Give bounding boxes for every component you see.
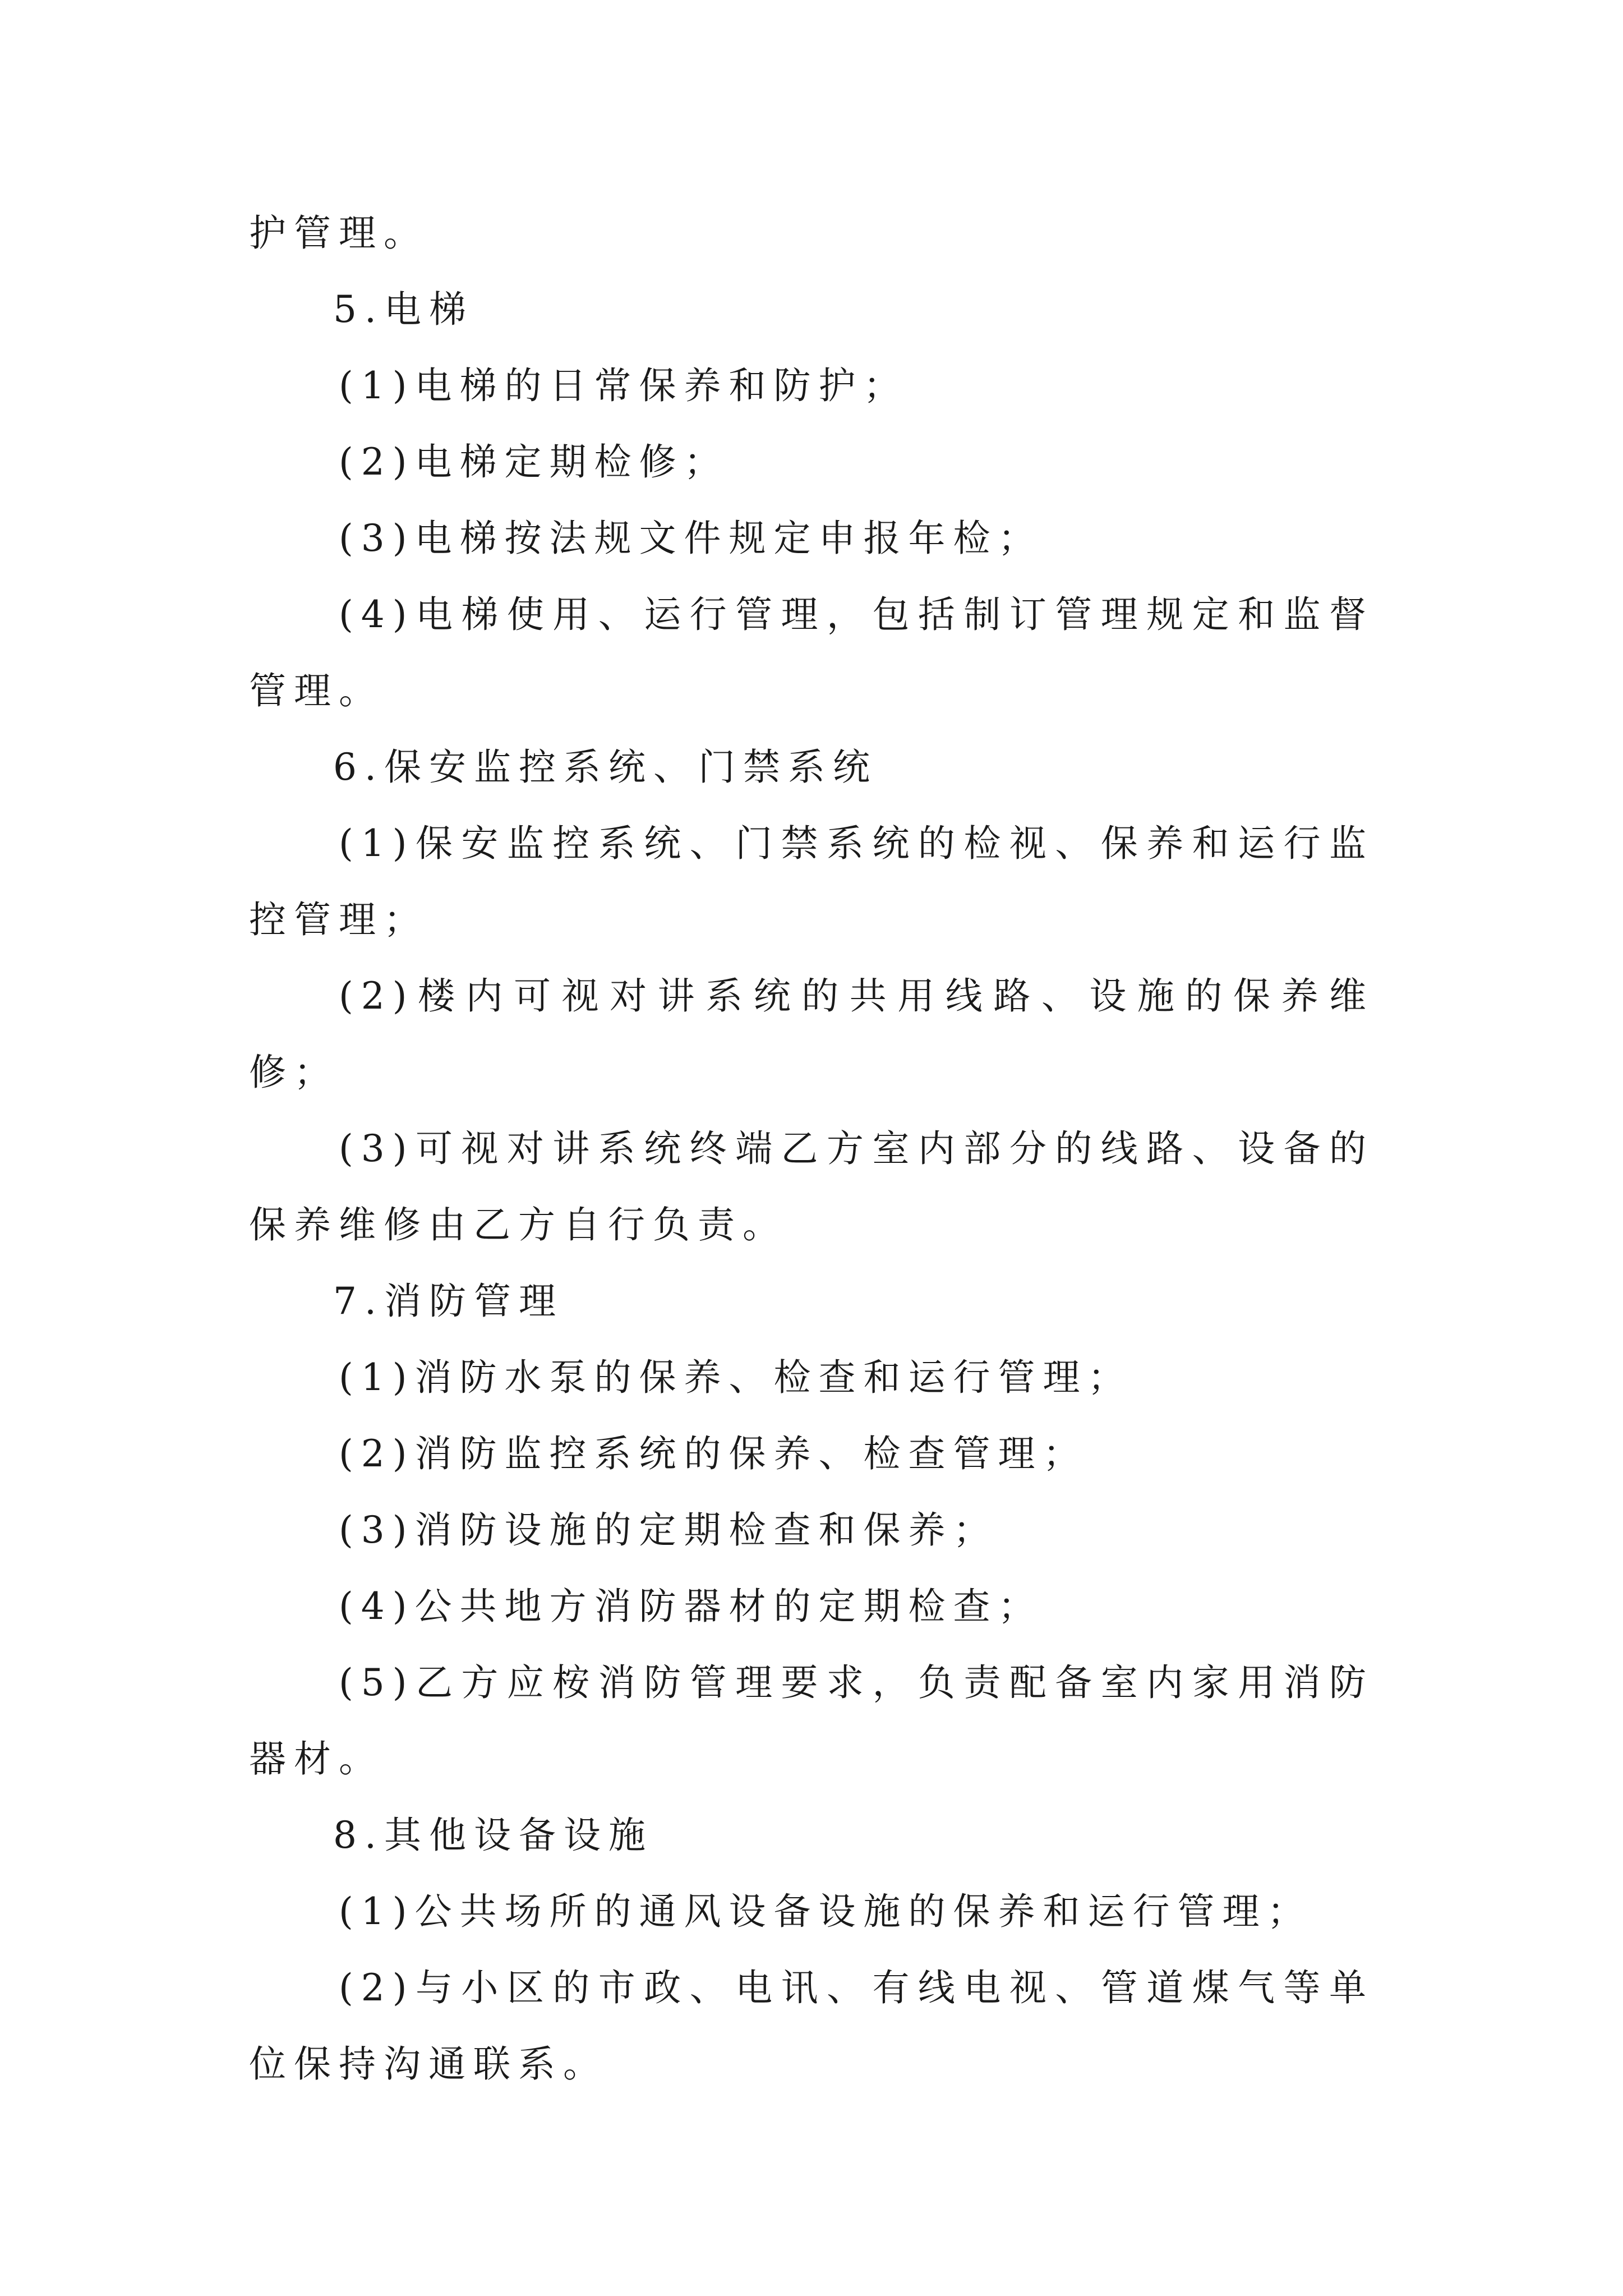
list-item: (4)公共地方消防器材的定期检查； — [339, 1585, 1043, 1628]
list-item: (2)消防监控系统的保养、检查管理； — [339, 1432, 1088, 1475]
section-heading-fire: 7.消防管理 — [333, 1280, 564, 1323]
section-heading-elevator: 5.电梯 — [333, 288, 474, 331]
list-item: (1)电梯的日常保养和防护； — [339, 364, 909, 407]
list-item: (5)乙方应桉消防管理要求，负责配备室内家用消防器材。 — [249, 1661, 1374, 1780]
list-item: (1)保安监控系统、门禁系统的检视、保养和运行监控管理； — [249, 822, 1374, 941]
document-body — [249, 195, 1374, 2102]
list-item: (3)消防设施的定期检查和保养； — [339, 1508, 998, 1552]
list-item: (2)电梯定期检修； — [339, 440, 729, 484]
section-heading-security: 6.保安监控系统、门禁系统 — [333, 746, 878, 789]
list-item: (2)楼内可视对讲系统的共用线路、设施的保养维修； — [249, 974, 1374, 1094]
list-item: (4)电梯使用、运行管理，包括制订管理规定和监督管理。 — [249, 593, 1374, 712]
list-item: (1)公共场所的通风设备设施的保养和运行管理； — [339, 1890, 1312, 1933]
list-item: (3)电梯按法规文件规定申报年检； — [339, 517, 1043, 560]
list-item: (1)消防水泵的保养、检查和运行管理； — [339, 1356, 1133, 1399]
list-item: (3)可视对讲系统终端乙方室内部分的线路、设备的保养维修由乙方自行负责。 — [249, 1127, 1374, 1246]
section-heading-other-facilities: 8.其他设备设施 — [333, 1814, 653, 1857]
paragraph-continuation: 护管理。 — [249, 211, 428, 255]
list-item: (2)与小区的市政、电讯、有线电视、管道煤气等单位保持沟通联系。 — [249, 1966, 1374, 2086]
